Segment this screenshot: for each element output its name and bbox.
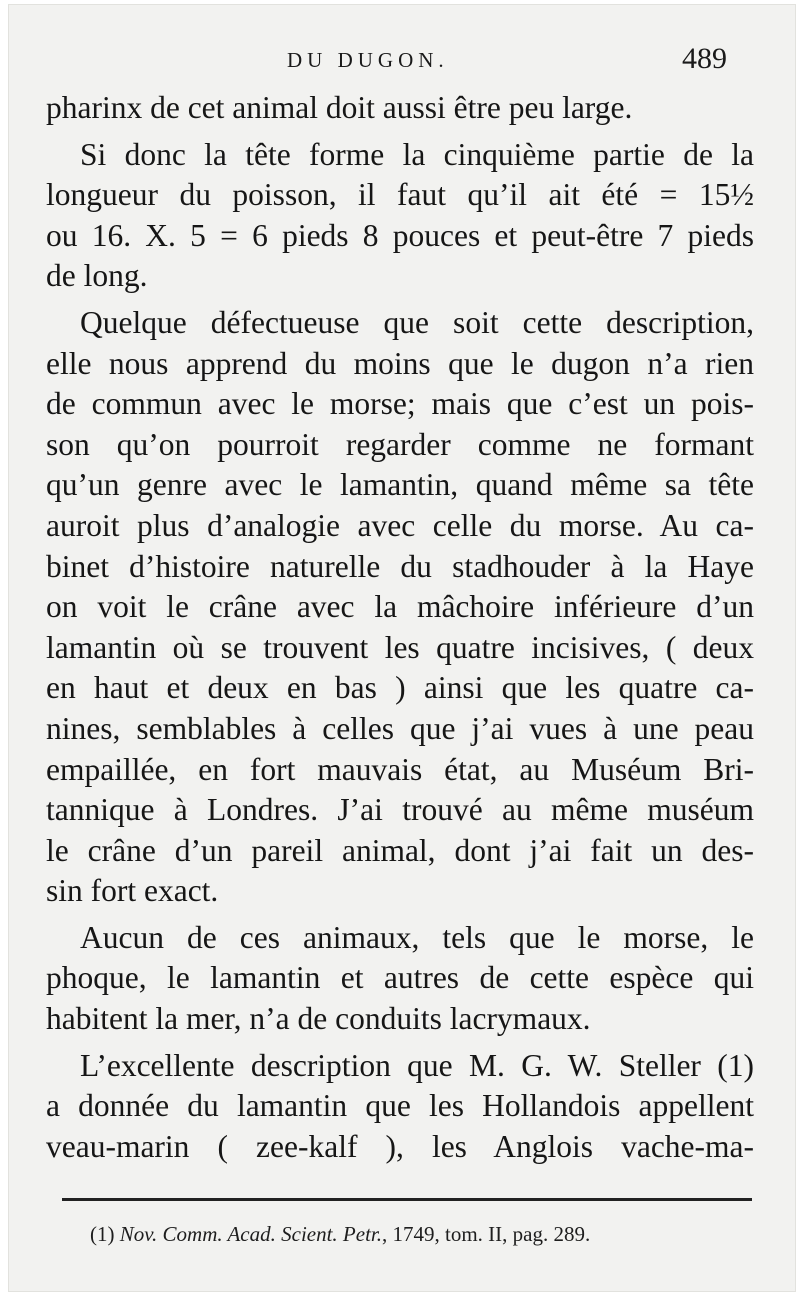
text-line: le crâne d’un pareil animal, dont j’ai fait un des- xyxy=(46,832,754,868)
text-line: L’excellente description que M. G. W. Steller (1) xyxy=(80,1047,754,1083)
text-line: binet d’histoire naturelle du stadhouder à la Haye xyxy=(46,548,754,584)
text-line: habitent la mer, n’a de conduits lacrymaux. xyxy=(46,1001,591,1037)
text-line: pharinx de cet animal doit aussi être peu large. xyxy=(46,90,633,125)
text-line: Quelque défectueuse que soit cette description, xyxy=(80,304,754,340)
footnote-marker: (1) xyxy=(90,1222,115,1246)
text-line: elle nous apprend du moins que le dugon n’a rien xyxy=(46,345,754,381)
text-line: de commun avec le morse; mais que c’est un pois- xyxy=(46,386,754,422)
body-text xyxy=(46,88,754,1173)
text-line: en haut et deux en bas ) ainsi que les quatre ca- xyxy=(46,670,754,706)
text-line: on voit le crâne avec la mâchoire inférieure d’un xyxy=(46,589,754,625)
paragraph xyxy=(46,918,754,1040)
paragraph xyxy=(46,303,754,912)
running-title: DU DUGON. xyxy=(287,48,449,72)
text-line: qu’un genre avec le lamantin, quand même sa tête xyxy=(46,467,754,503)
text-line: phoque, le lamantin et autres de cette espèce qui xyxy=(46,960,754,996)
text-line: Aucun de ces animaux, tels que le morse, le xyxy=(80,919,754,955)
footnote-details: , 1749, tom. II, pag. 289. xyxy=(382,1222,591,1246)
text-line: auroit plus d’analogie avec celle du morse. Au ca- xyxy=(46,507,754,543)
text-line: lamantin où se trouvent les quatre incisives, ( deux xyxy=(46,629,754,665)
text-line: empaillée, en fort mauvais état, au Muséum Bri- xyxy=(46,751,754,787)
page-number: 489 xyxy=(682,42,727,75)
paragraph xyxy=(46,88,754,129)
paragraph xyxy=(46,1046,754,1168)
footnote-rule xyxy=(62,1198,752,1201)
text-line: son qu’on pourroit regarder comme ne formant xyxy=(46,426,754,462)
footnote-citation: Nov. Comm. Acad. Scient. Petr. xyxy=(119,1222,383,1246)
text-line: Si donc la tête forme la cinquième partie de la xyxy=(80,136,754,172)
text-line: a donnée du lamantin que les Hollandois appellent xyxy=(46,1088,754,1124)
text-line: ou 16. X. 5 = 6 pieds 8 pouces et peut-être 7 pieds xyxy=(46,217,754,253)
text-line: veau-marin ( zee-kalf ), les Anglois vache-ma- xyxy=(46,1128,754,1164)
text-line: nines, semblables à celles que j’ai vues à une peau xyxy=(46,710,754,746)
text-line: de long. xyxy=(46,258,148,294)
paragraph xyxy=(46,135,754,297)
text-line: longueur du poisson, il faut qu’il ait été = 15½ xyxy=(46,177,754,213)
footnote xyxy=(90,1222,760,1247)
page-header xyxy=(0,44,800,80)
text-line: sin fort exact. xyxy=(46,873,219,909)
text-line: tannique à Londres. J’ai trouvé au même muséum xyxy=(46,792,754,828)
